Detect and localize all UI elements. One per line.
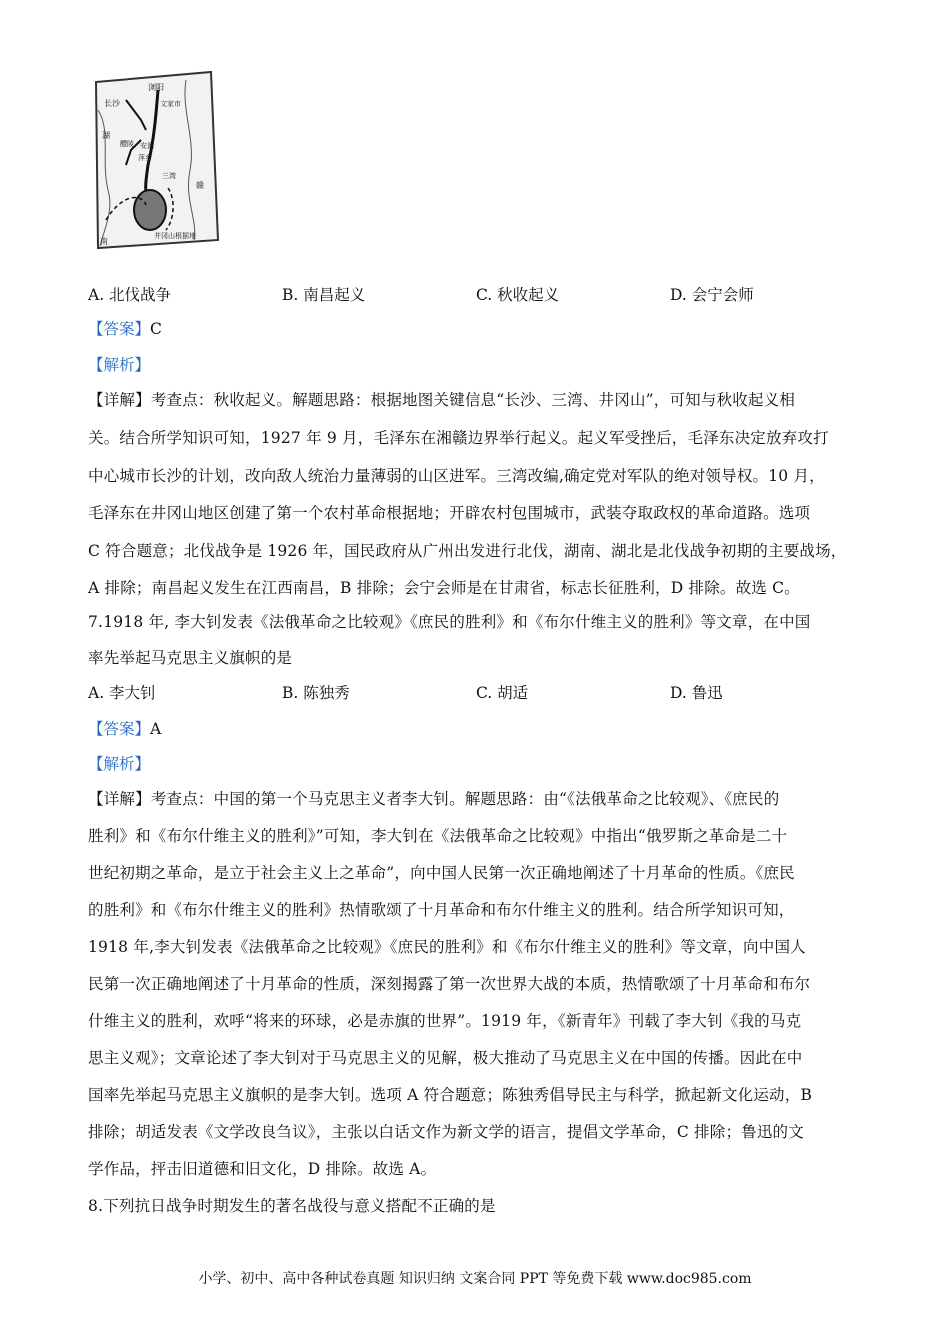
answer-tag: 【答案】: [88, 320, 151, 338]
q6-option-a: A. 北伐战争: [88, 286, 172, 304]
map-drawing: [86, 70, 222, 250]
q7-analysis-tag: 【解析】: [88, 755, 151, 773]
page-footer: 小学、初中、高中各种试卷真题 知识归纳 文案合同 PPT 等免费下载 www.doc985.com: [198, 1271, 752, 1287]
q7-detail-line: 世纪初期之革命，是立于社会主义上之革命”，向中国人民第一次正确地阐述了十月革命的性质。《庶民: [88, 864, 795, 882]
map-label: 安源: [140, 142, 154, 150]
detail-tag: 【详解】: [88, 790, 151, 808]
q7-detail-line: 思主义观》；文章论述了李大钊对于马克思主义的见解，极大推动了马克思主义在中国的传播。因此在中: [88, 1049, 803, 1067]
q6-option-b: B. 南昌起义: [282, 286, 366, 304]
q7-stem-line: 7.1918 年, 李大钊发表《法俄革命之比较观》《庶民的胜利》和《布尔什维主义的胜利》等文章，在中国: [88, 613, 811, 631]
map-label: 南: [100, 237, 108, 246]
q7-stem-line: 率先举起马克思主义旗帜的是: [88, 649, 293, 667]
q6-answer: [88, 319, 162, 339]
q7-detail-line: [88, 789, 779, 809]
answer-value: A: [150, 720, 162, 738]
q7-option-b: B. 陈独秀: [282, 684, 350, 702]
q7-detail-line: 1918 年,李大钊发表《法俄革命之比较观》《庶民的胜利》和《布尔什维主义的胜利》等文章，向中国人: [88, 938, 806, 956]
map-label: 醴陵: [120, 140, 134, 148]
q7-detail-line: 的胜利》和《布尔什维主义的胜利》热情歌颂了十月革命和布尔什维主义的胜利。结合所学知识可知，: [88, 901, 795, 919]
map-label: 三湾: [162, 172, 176, 180]
map-label: 文家市: [160, 100, 181, 108]
detail-text: 考查点：秋收起义。解题思路：根据地图关键信息“长沙、三湾、井冈山”，可知与秋收起义相: [150, 391, 796, 409]
q6-detail-line: C 符合题意；北伐战争是 1926 年，国民政府从广州出发进行北伐，湖南、湖北是北伐战争初期的主要战场，: [88, 542, 847, 560]
map-label: 赣: [196, 181, 204, 190]
q6-detail-line: 关。结合所学知识可知，1927 年 9 月，毛泽东在湘赣边界举行起义。起义军受挫后，毛泽东决定放弃攻打: [88, 429, 829, 447]
q7-detail-line: 学作品，抨击旧道德和旧文化，D 排除。故选 A。: [88, 1160, 437, 1178]
map-label: 井冈山根据地: [154, 232, 196, 240]
q6-detail-line: 毛泽东在井冈山地区创建了第一个农村革命根据地；开辟农村包围城市，武装夺取政权的革命道路。选项: [88, 504, 811, 522]
q6-detail-line: 中心城市长沙的计划，改向敌人统治力量薄弱的山区进军。三湾改编,确定党对军队的绝对领导权。10 月，: [88, 467, 825, 485]
autumn-harvest-uprising-map: [86, 70, 222, 250]
q7-answer: [88, 719, 161, 739]
q7-option-d: D. 鲁迅: [670, 684, 723, 702]
map-label: 浏阳: [148, 83, 164, 92]
q6-detail-line: A 排除；南昌起义发生在江西南昌，B 排除；会宁会师是在甘肃省，标志长征胜利，D 排除。故选 C。: [88, 579, 800, 597]
q7-option-c: C. 胡适: [476, 684, 529, 702]
q6-option-c: C. 秋收起义: [476, 286, 560, 304]
q7-detail-line: 排除；胡适发表《文学改良刍议》，主张以白话文作为新文学的语言，提倡文学革命，C 排除；鲁迅的文: [88, 1123, 804, 1141]
q7-detail-line: 国率先举起马克思主义旗帜的是李大钊。选项 A 符合题意；陈独秀倡导民主与科学，掀起新文化运动，B: [88, 1086, 813, 1104]
q6-detail-line: [88, 390, 795, 410]
q8-stem: 8.下列抗日战争时期发生的著名战役与意义搭配不正确的是: [88, 1197, 496, 1215]
q7-detail-line: 什维主义的胜利，欢呼“将来的环球，必是赤旗的世界”。1919 年，《新青年》刊载了李大钊《我的马克: [88, 1012, 802, 1030]
answer-tag: 【答案】: [88, 720, 151, 738]
detail-text: 考查点：中国的第一个马克思主义者李大钊。解题思路：由“《法俄革命之比较观》、《庶民的: [150, 790, 780, 808]
q7-detail-line: 胜利》和《布尔什维主义的胜利》”可知，李大钊在《法俄革命之比较观》中指出“俄罗斯之革命是二十: [88, 827, 788, 845]
map-label: 萍乡: [138, 154, 152, 162]
map-label: 长沙: [104, 99, 120, 108]
map-label: 湖: [102, 131, 110, 140]
q6-option-d: D. 会宁会师: [670, 286, 754, 304]
q7-option-a: A. 李大钊: [88, 684, 156, 702]
q7-detail-line: 民第一次正确地阐述了十月革命的性质，深刻揭露了第一次世界大战的本质，热情歌颂了十月革命和布尔: [88, 975, 811, 993]
detail-tag: 【详解】: [88, 391, 151, 409]
q6-analysis-tag: 【解析】: [88, 356, 151, 374]
answer-value: C: [150, 320, 162, 338]
